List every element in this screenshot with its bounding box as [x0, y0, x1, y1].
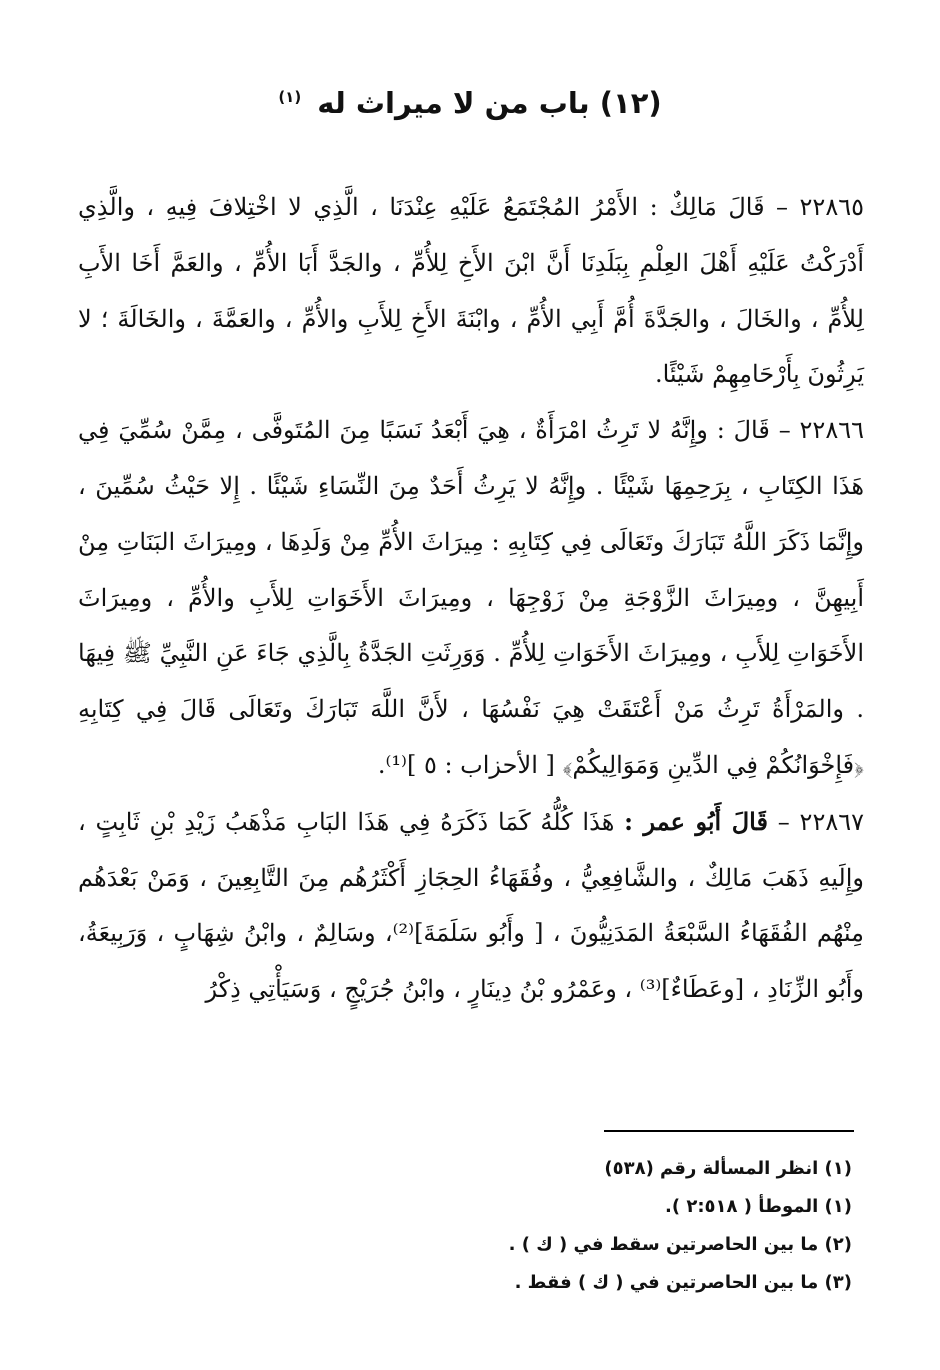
- paragraph-22865: [78, 180, 864, 403]
- footnote-separator: [604, 1130, 854, 1132]
- paragraph-number: ٢٢٨٦٧ –: [777, 807, 864, 836]
- footnote: (١) انظر المسألة رقم (٥٣٨): [604, 1158, 852, 1179]
- paragraph-number: ٢٢٨٦٥ –: [776, 193, 864, 221]
- footnotes: [78, 1150, 852, 1302]
- paragraph-22867: [78, 794, 864, 1018]
- paragraph-text: قَالَ : وإِنَّهُ لا تَرِثُ امْرَأَةٌ ، هِيَ أَبْعَدُ نَسَبًا مِنَ المُتَوفَّى ، مِمَّنْ سُمِّيَ فِي هَذَا الكِتَابِ ، بِرَحِمِهَا شَيْئًا . وإِنَّهُ لا يَرِثُ أَحَدٌ مِنَ النِّسَاءِ شَيْئًا . إِلا حَيْثُ سُمِّينَ ، وإِنَّمَا ذَكَرَ اللَّهُ تَبَارَكَ وتَعَالَى فِي كِتَابِهِ : مِيرَاثَ الأُمِّ مِنْ وَلَدِهَا ، ومِيرَاثَ البَنَاتِ مِنْ أَبِيهِنَّ ، ومِيرَاثَ الزَّوْجَةِ مِنْ زَوْجِهَا ، ومِيرَاثَ الأَخَوَاتِ لِلأَبِ والأُمِّ ، ومِيرَاثَ الأَخَوَاتِ لِلأَبِ ، ومِيرَاثَ الأَخَوَاتِ لِلأُمِّ . وَوَرِثَتِ الجَدَّةُ بِالَّذِي جَاءَ عَنِ النَّبِيِّ ﷺ فِيهَا . والمَرْأَةُ تَرِثُ مَنْ أَعْتَقَتْ هِيَ نَفْسُهَا ، لأَنَّ اللَّهَ تَبَارَكَ وتَعَالَى قَالَ فِي كِتَابِهِ ﴿فَإِخْوَانُكُمْ فِي الدِّينِ وَمَوَالِيكُمْ﴾ [ الأحزاب : ٥ ]⁽¹⁾.: [78, 416, 864, 779]
- title-footnote-marker: (١): [278, 88, 302, 107]
- chapter-title-text: (١٢) باب من لا ميراث له: [317, 86, 662, 120]
- paragraph-number: ٢٢٨٦٦ –: [778, 416, 864, 445]
- paragraph-text: هَذَا كُلُّهُ كَمَا ذَكَرَهُ فِي هَذَا البَابِ مَذْهَبُ زَيْدِ بْنِ ثَابِتٍ ، وإِلَيهِ ذَهَبَ مَالِكٌ ، والشَّافِعِيُّ ، وفُقَهَاءُ الحِجَازِ أَكْثَرُهُم مِنَ التَّابِعِينَ ، وَمَنْ بَعْدَهُم مِنْهُم الفُقَهَاءُ السَّبْعَةُ المَدَنِيُّونَ ، [ وأَبُو سَلَمَةَ]⁽²⁾، وسَالِمٌ ، وابْنُ شِهَابٍ ، وَرَبِيعَةُ، وأَبُو الزِّنَادِ ، [وعَطَاءٌ]⁽³⁾ ، وعَمْرُو بْنُ دِينَارٍ ، وابْنُ جُرَيْجٍ ، وَسَيَأْتِي ذِكْرُ: [78, 807, 864, 1004]
- footnote: (٢) ما بين الحاصرتين سقط في ( ك ) .: [508, 1234, 852, 1255]
- main-text: [78, 180, 864, 1018]
- paragraph-lead: قَالَ أَبُو عمر :: [624, 806, 768, 836]
- footnote: (٣) ما بين الحاصرتين في ( ك ) فقط .: [514, 1272, 852, 1293]
- paragraph-text: قَالَ مَالِكٌ : الأَمْرُ المُجْتَمَعُ عَلَيْهِ عِنْدَنَا ، الَّذِي لا اخْتِلافَ فِيهِ ، والَّذِي أَدْرَكْتُ عَلَيْهِ أَهْلَ العِلْمِ بِبَلَدِنَا أَنَّ ابْنَ الأَخِ لِلأُمِّ ، والجَدَّ أَبَا الأُمِّ ، والعَمَّ أَخَا الأَبِ لِلأُمِّ ، والخَالَ ، والجَدَّةَ أُمَّ أَبِي الأُمِّ ، وابْنَةَ الأَخِ لِلأَبِ والأُمِّ ، والعَمَّةَ ، والخَالَةَ ؛ لا يَرِثُونَ بِأَرْحَامِهِمْ شَيْئًا.: [78, 193, 864, 389]
- footnote: (١) الموطأ ( ٢:٥١٨ ).: [665, 1196, 852, 1217]
- paragraph-22866: [78, 403, 864, 794]
- chapter-title: [0, 86, 940, 120]
